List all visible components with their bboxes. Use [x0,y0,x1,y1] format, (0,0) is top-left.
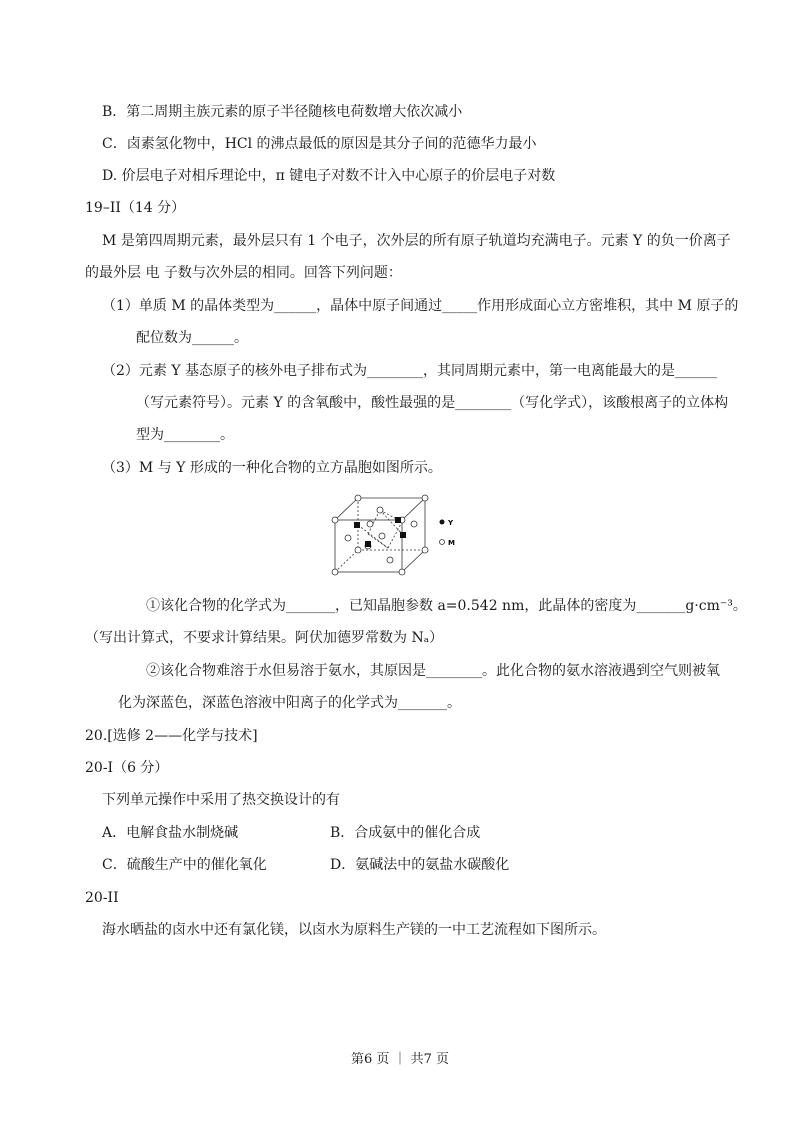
option-d-line: D. 价层电子对相斥理论中，π 键电子对数不计入中心原子的价层电子对数 [102,168,556,184]
option-b-line: B．第二周期主族元素的原子半径随核电荷数增大依次减小 [102,104,463,120]
sub-question-3: （3）M 与 Y 形成的一种化合物的立方晶胞如图所示。 [102,460,442,476]
sub-question-1-cont: 配位数为______。 [136,330,248,346]
legend-m-marker [440,540,445,545]
sub-question-2-cont: （写元素符号）。元素 Y 的含氧酸中，酸性最强的是________（写化学式），该酸根离子的立体构 [136,395,729,411]
question-19-ii-intro-cont: 的最外层 电 子数与次外层的相同。回答下列问题： [85,265,402,281]
option-c-line: C．卤素氢化物中，HCl 的沸点最低的原因是其分子间的范德华力最小 [102,136,537,152]
option-c: C．硫酸生产中的催化氧化 [102,857,267,873]
legend-m-label: M [448,539,455,547]
sub-question-3-part-1-note: （写出计算式，不要求计算结果。阿伏加德罗常数为 Nₐ） [85,630,444,646]
legend-y-label: Y [448,519,454,527]
question-20-ii-header: 20-II [85,890,119,906]
page-footer: 第6 页 ｜ 共7 页 [350,1052,450,1067]
question-20-i-header: 20-I（6 分） [85,760,169,776]
crystal-cell-figure [330,490,470,580]
sub-question-1: （1）单质 M 的晶体类型为______，晶体中原子间通过_____作用形成面心立方密堆积，其中 M 原子的 [102,298,739,314]
sub-question-3-part-2: ②该化合物难溶于水但易溶于氨水，其原因是________。此化合物的氨水溶液遇到空气则被氧 [146,663,720,679]
question-19-ii-header: 19–II（14 分） [85,200,186,216]
question-19-ii-intro: M 是第四周期元素，最外层只有 1 个电子，次外层的所有原子轨道均充满电子。元素 Y 的负一价离子 [102,233,731,249]
option-b: B．合成氨中的催化合成 [330,825,481,841]
question-20-i-stem: 下列单元操作中采用了热交换设计的有 [102,792,340,808]
option-d: D．氨碱法中的氨盐水碳酸化 [330,857,510,873]
legend-y-marker [440,520,445,525]
sub-question-3-part-1: ①该化合物的化学式为_______，已知晶胞参数 a=0.542 nm，此晶体的密度为_______g·cm⁻³。 [146,598,747,614]
sub-question-2: （2）元素 Y 基态原子的核外电子排布式为________，其同周期元素中，第一电离能最大的是______ [102,363,718,379]
sub-question-3-part-2-cont: 化为深蓝色，深蓝色溶液中阳离子的化学式为_______。 [118,695,461,711]
option-a: A．电解食盐水制烧碱 [102,825,239,841]
section-20-header: 20.[选修 2——化学与技术] [85,728,258,744]
question-20-ii-stem: 海水晒盐的卤水中还有氯化镁，以卤水为原料生产镁的一中工艺流程如下图所示。 [102,922,606,938]
cubic-unit-cell-diagram [330,490,470,580]
sub-question-2-end: 型为________。 [136,427,234,443]
